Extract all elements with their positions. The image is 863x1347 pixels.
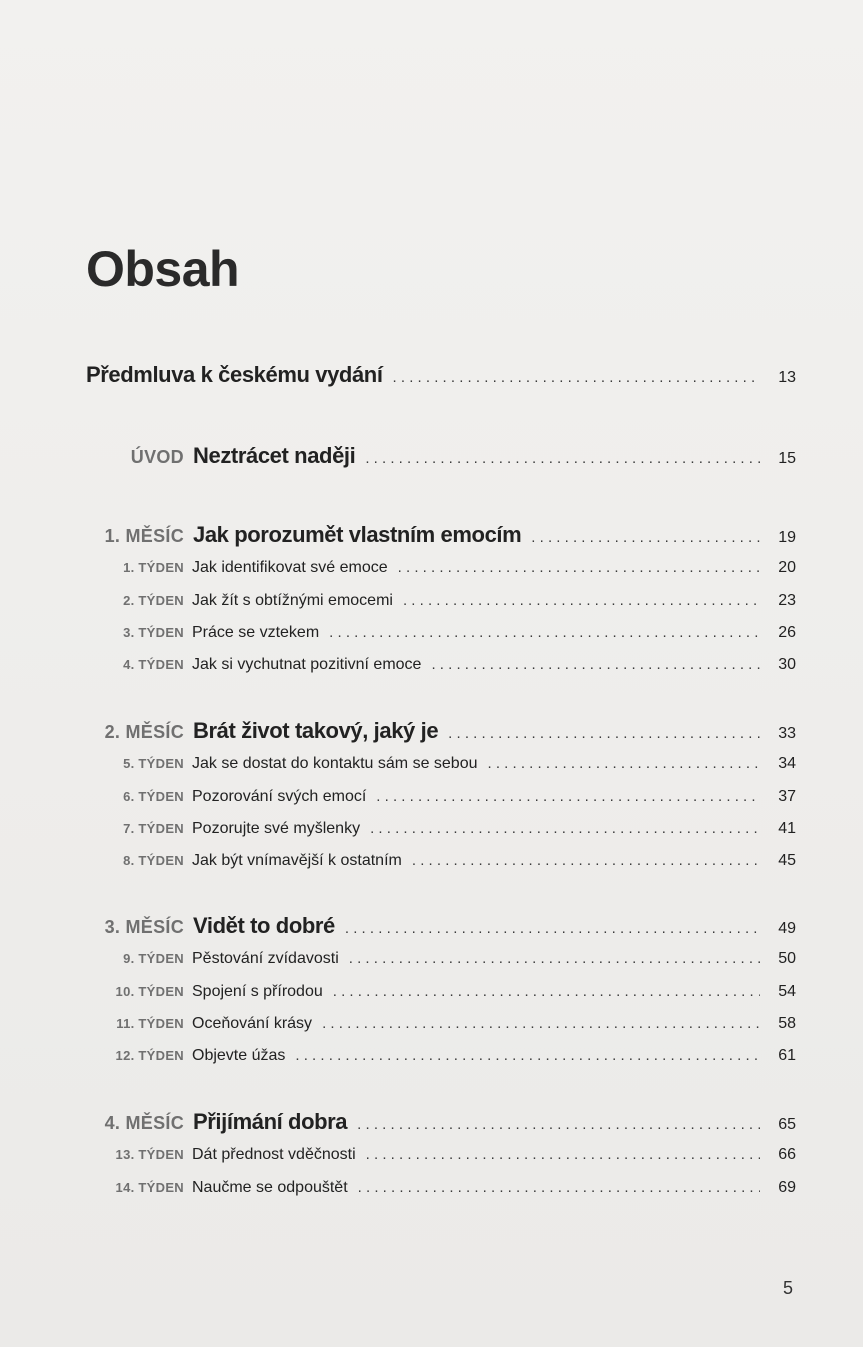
toc-entry-month: [80, 718, 796, 744]
toc-entry-text: Pozorujte své myšlenky: [192, 820, 361, 837]
dot-leader: [333, 983, 760, 1000]
toc-entry-week: [80, 755, 796, 773]
toc-entry-text: Jak porozumět vlastním emocím: [193, 522, 522, 547]
dot-leader: [366, 1146, 760, 1163]
toc-entry-text: Neztrácet naději: [193, 443, 356, 468]
dot-leader: [322, 1015, 760, 1032]
toc-entry-text: Objevte úžas: [192, 1047, 286, 1064]
toc-entry-label: 2. MĚSÍC: [104, 722, 184, 742]
toc-entry-text: Jak identifikovat své emoce: [192, 559, 388, 576]
toc-entry-label: 4. TÝDEN: [123, 657, 184, 672]
toc-entry-page: 26: [778, 624, 796, 641]
dot-leader: [358, 1179, 760, 1196]
toc-entry-week: [80, 983, 796, 1001]
toc-entry-label: 5. TÝDEN: [123, 756, 184, 771]
toc-entry-page: 41: [778, 820, 796, 837]
toc-entry-week: [80, 1015, 796, 1033]
dot-leader: [295, 1047, 760, 1064]
toc-entry-page: 66: [778, 1146, 796, 1163]
toc-entry-label: 10. TÝDEN: [115, 984, 184, 999]
toc-entry-page: 15: [778, 450, 796, 467]
page-title: Obsah: [86, 241, 240, 297]
toc-entry-label: 12. TÝDEN: [115, 1048, 184, 1063]
toc-entry-label: 3. MĚSÍC: [104, 917, 184, 937]
dot-leader: [488, 755, 761, 772]
toc-entry-page: 19: [778, 529, 796, 546]
dot-leader: [403, 592, 760, 609]
toc-entry-week: [80, 1179, 796, 1197]
toc-entry-month: [80, 1109, 796, 1135]
dot-leader: [349, 950, 760, 967]
toc-entry-page: 65: [778, 1116, 796, 1133]
toc-entry-page: 45: [778, 852, 796, 869]
toc-entry-page: 20: [778, 559, 796, 576]
dot-leader: [531, 529, 760, 546]
toc-entry-label: 8. TÝDEN: [123, 853, 184, 868]
toc-entry-text: Práce se vztekem: [192, 624, 320, 641]
toc-entry-page: 37: [778, 788, 796, 805]
toc-entry-week: [80, 788, 796, 806]
toc-entry-label: 9. TÝDEN: [123, 951, 184, 966]
toc-entry-text: Spojení s přírodou: [192, 983, 323, 1000]
toc-entry-text: Dát přednost vděčnosti: [192, 1146, 356, 1163]
toc-entry-text: Pozorování svých emocí: [192, 788, 367, 805]
toc-entry-label: ÚVOD: [130, 447, 184, 467]
dot-leader: [431, 656, 760, 673]
toc-entry-page: 69: [778, 1179, 796, 1196]
toc-entry-text: Pěstování zvídavosti: [192, 950, 339, 967]
toc-entry-page: 34: [778, 755, 796, 772]
toc-entry-month: [80, 913, 796, 939]
dot-leader: [329, 624, 760, 641]
toc-entry-page: 30: [778, 656, 796, 673]
toc-entry-label: 11. TÝDEN: [116, 1016, 184, 1031]
toc-entry-text: Jak si vychutnat pozitivní emoce: [192, 656, 422, 673]
toc-entry-page: 58: [778, 1015, 796, 1032]
toc-entry-text: Přijímání dobra: [193, 1109, 348, 1134]
toc-entry-text: Jak žít s obtížnými emocemi: [192, 592, 393, 609]
toc-entry-page: 33: [778, 725, 796, 742]
dot-leader: [357, 1116, 760, 1133]
toc-entry-label: 6. TÝDEN: [123, 789, 184, 804]
toc-entry-preface: [80, 362, 796, 388]
toc-entry-text: Brát život takový, jaký je: [193, 718, 439, 743]
toc-entry-page: 23: [778, 592, 796, 609]
toc-entry-month: [80, 522, 796, 548]
toc-entry-label: 13. TÝDEN: [115, 1147, 184, 1162]
toc-entry-page: 13: [778, 369, 796, 386]
toc-entry-page: 61: [778, 1047, 796, 1064]
dot-leader: [398, 559, 760, 576]
dot-leader: [376, 788, 760, 805]
toc-entry-label: 7. TÝDEN: [123, 821, 184, 836]
toc-entry-text: Předmluva k českému vydání: [86, 362, 383, 387]
toc-entry-week: [80, 656, 796, 674]
dot-leader: [370, 820, 760, 837]
toc-entry-page: 54: [778, 983, 796, 1000]
toc-entry-text: Vidět to dobré: [193, 913, 335, 938]
toc-entry-text: Jak být vnímavější k ostatním: [192, 852, 402, 869]
dot-leader: [393, 369, 760, 386]
toc-entry-week: [80, 820, 796, 838]
dot-leader: [345, 920, 760, 937]
dot-leader: [412, 852, 760, 869]
toc-entry-week: [80, 1047, 796, 1065]
toc-entry-intro: [80, 443, 796, 469]
toc-entry-week: [80, 950, 796, 968]
dot-leader: [448, 725, 760, 742]
toc-entry-label: 3. TÝDEN: [123, 625, 184, 640]
toc-entry-text: Naučme se odpouštět: [192, 1179, 348, 1196]
toc-entry-week: [80, 592, 796, 610]
dot-leader: [365, 450, 760, 467]
toc-entry-label: 4. MĚSÍC: [104, 1113, 184, 1133]
toc-entry-week: [80, 559, 796, 577]
toc-entry-text: Jak se dostat do kontaktu sám se sebou: [192, 755, 478, 772]
toc-entry-label: 1. TÝDEN: [123, 560, 184, 575]
toc-entry-week: [80, 1146, 796, 1164]
toc-entry-page: 49: [778, 920, 796, 937]
toc-entry-page: 50: [778, 950, 796, 967]
toc-entry-text: Oceňování krásy: [192, 1015, 313, 1032]
toc-entry-label: 2. TÝDEN: [123, 593, 184, 608]
page-number: 5: [783, 1278, 794, 1298]
toc-entry-week: [80, 852, 796, 870]
toc-entry-label: 14. TÝDEN: [115, 1180, 184, 1195]
toc-entry-label: 1. MĚSÍC: [104, 526, 184, 546]
toc-entry-week: [80, 624, 796, 642]
